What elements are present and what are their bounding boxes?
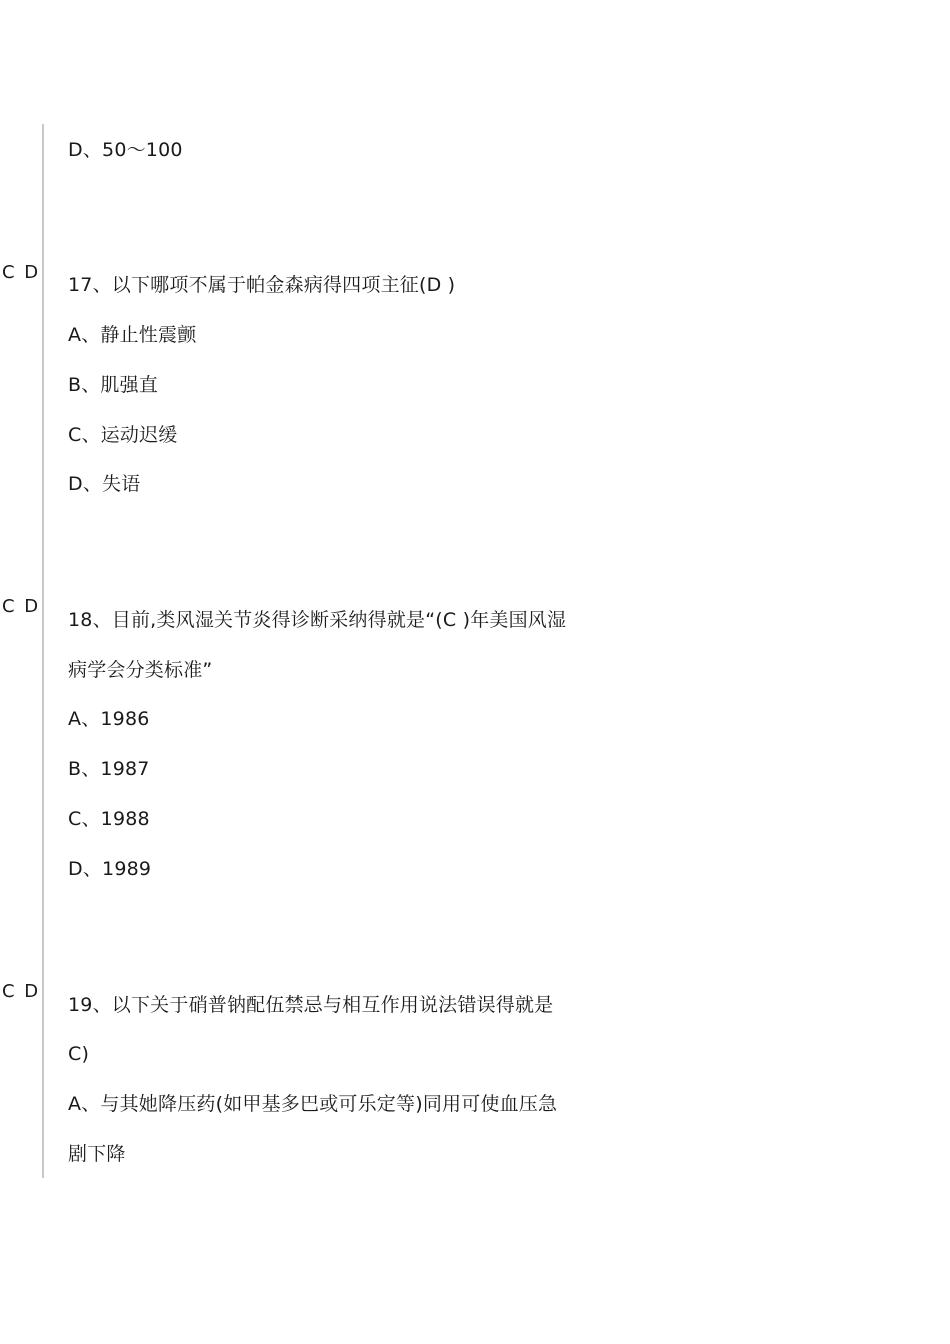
q18-stem-line1: 18、目前,类风湿关节炎得诊断采纳得就是“(C )年美国风湿 <box>68 609 567 631</box>
q17-stem: 17、以下哪项不属于帕金森病得四项主征(D ) <box>68 274 456 296</box>
prev-option-d: D、50～100 <box>68 139 183 161</box>
side-mark-q17: C D <box>2 262 41 283</box>
q19-stem-line1: 19、以下关于硝普钠配伍禁忌与相互作用说法错误得就是 <box>68 994 554 1016</box>
q19-option-a-line2: 剧下降 <box>68 1143 126 1165</box>
left-margin-rule <box>42 124 44 1178</box>
q17-option-d: D、失语 <box>68 473 141 495</box>
q17-option-a: A、静止性震颤 <box>68 324 197 346</box>
q18-option-b: B、1987 <box>68 758 150 780</box>
q17-option-c: C、运动迟缓 <box>68 424 178 446</box>
q18-option-c: C、1988 <box>68 808 150 830</box>
q19-stem-line2: C) <box>68 1043 90 1065</box>
side-mark-q19: C D <box>2 981 41 1002</box>
q17-option-b: B、肌强直 <box>68 374 159 396</box>
q19-option-a-line1: A、与其她降压药(如甲基多巴或可乐定等)同用可使血压急 <box>68 1093 558 1115</box>
side-mark-q18: C D <box>2 596 41 617</box>
q18-option-d: D、1989 <box>68 858 152 880</box>
q18-stem-line2: 病学会分类标准” <box>68 659 213 681</box>
q18-option-a: A、1986 <box>68 708 150 730</box>
